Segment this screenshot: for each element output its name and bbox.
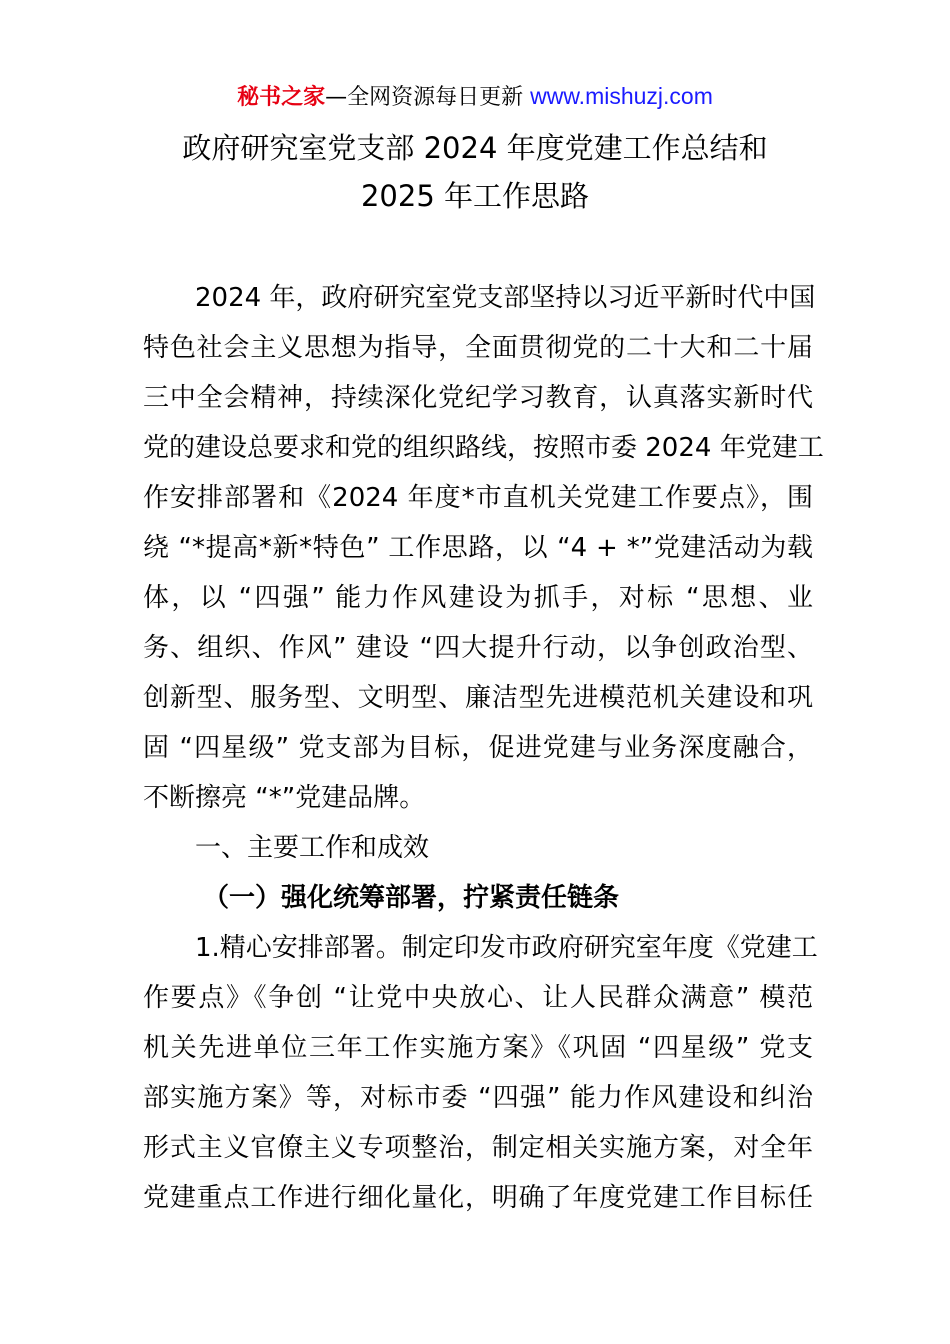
paragraph-2-line: 作要点》《争创 “让党中央放心、让人民群众满意” 模范: [143, 983, 813, 1013]
site-header: [0, 80, 950, 114]
paragraph-1-line: 创新型、服务型、文明型、廉洁型先进模范机关建设和巩: [143, 683, 813, 713]
paragraph-1-line: 固 “四星级” 党支部为目标，促进党建与业务深度融合，: [143, 733, 813, 763]
site-brand: 秘书之家: [237, 85, 326, 110]
subsection-1-heading: （一）强化统筹部署，拧紧责任链条: [203, 883, 620, 913]
paragraph-1-line: 三中全会精神，持续深化党纪学习教育，认真落实新时代: [143, 383, 813, 413]
paragraph-2-line: 机关先进单位三年工作实施方案》《巩固 “四星级” 党支: [143, 1033, 813, 1063]
paragraph-1-line: 作安排部署和《2024 年度*市直机关党建工作要点》，围: [143, 483, 813, 513]
paragraph-1-line: 不断擦亮 “*”党建品牌。: [143, 783, 426, 813]
document-title-line-1: 政府研究室党支部 2024 年度党建工作总结和: [182, 131, 768, 165]
section-1-heading: 一、主要工作和成效: [195, 833, 430, 863]
site-tagline: —全网资源每日更新: [325, 85, 531, 110]
paragraph-1-line: 特色社会主义思想为指导，全面贯彻党的二十大和二十届: [143, 333, 813, 363]
paragraph-2-line: 形式主义官僚主义专项整治，制定相关实施方案，对全年: [143, 1133, 813, 1163]
document-title-line-2: 2025 年工作思路: [360, 179, 590, 213]
paragraph-2-line: 部实施方案》等，对标市委 “四强” 能力作风建设和纠治: [143, 1083, 813, 1113]
paragraph-1-line: 党的建设总要求和党的组织路线，按照市委 2024 年党建工: [143, 433, 824, 463]
paragraph-1-line: 绕 “*提高*新*特色” 工作思路，以 “4 + *”党建活动为载: [143, 533, 813, 563]
paragraph-1-line: 体，以 “四强” 能力作风建设为抓手，对标 “思想、业: [143, 583, 813, 613]
paragraph-2-line: 党建重点工作进行细化量化，明确了年度党建工作目标任: [143, 1183, 813, 1213]
site-url-link[interactable]: www.mishuzj.com: [530, 83, 713, 109]
paragraph-1-line: 务、组织、作风” 建设 “四大提升行动，以争创政治型、: [143, 633, 813, 663]
paragraph-2-line: 1.精心安排部署。制定印发市政府研究室年度《党建工: [195, 933, 818, 963]
paragraph-1-line: 2024 年，政府研究室党支部坚持以习近平新时代中国: [195, 283, 816, 313]
document-body: [143, 276, 824, 1226]
